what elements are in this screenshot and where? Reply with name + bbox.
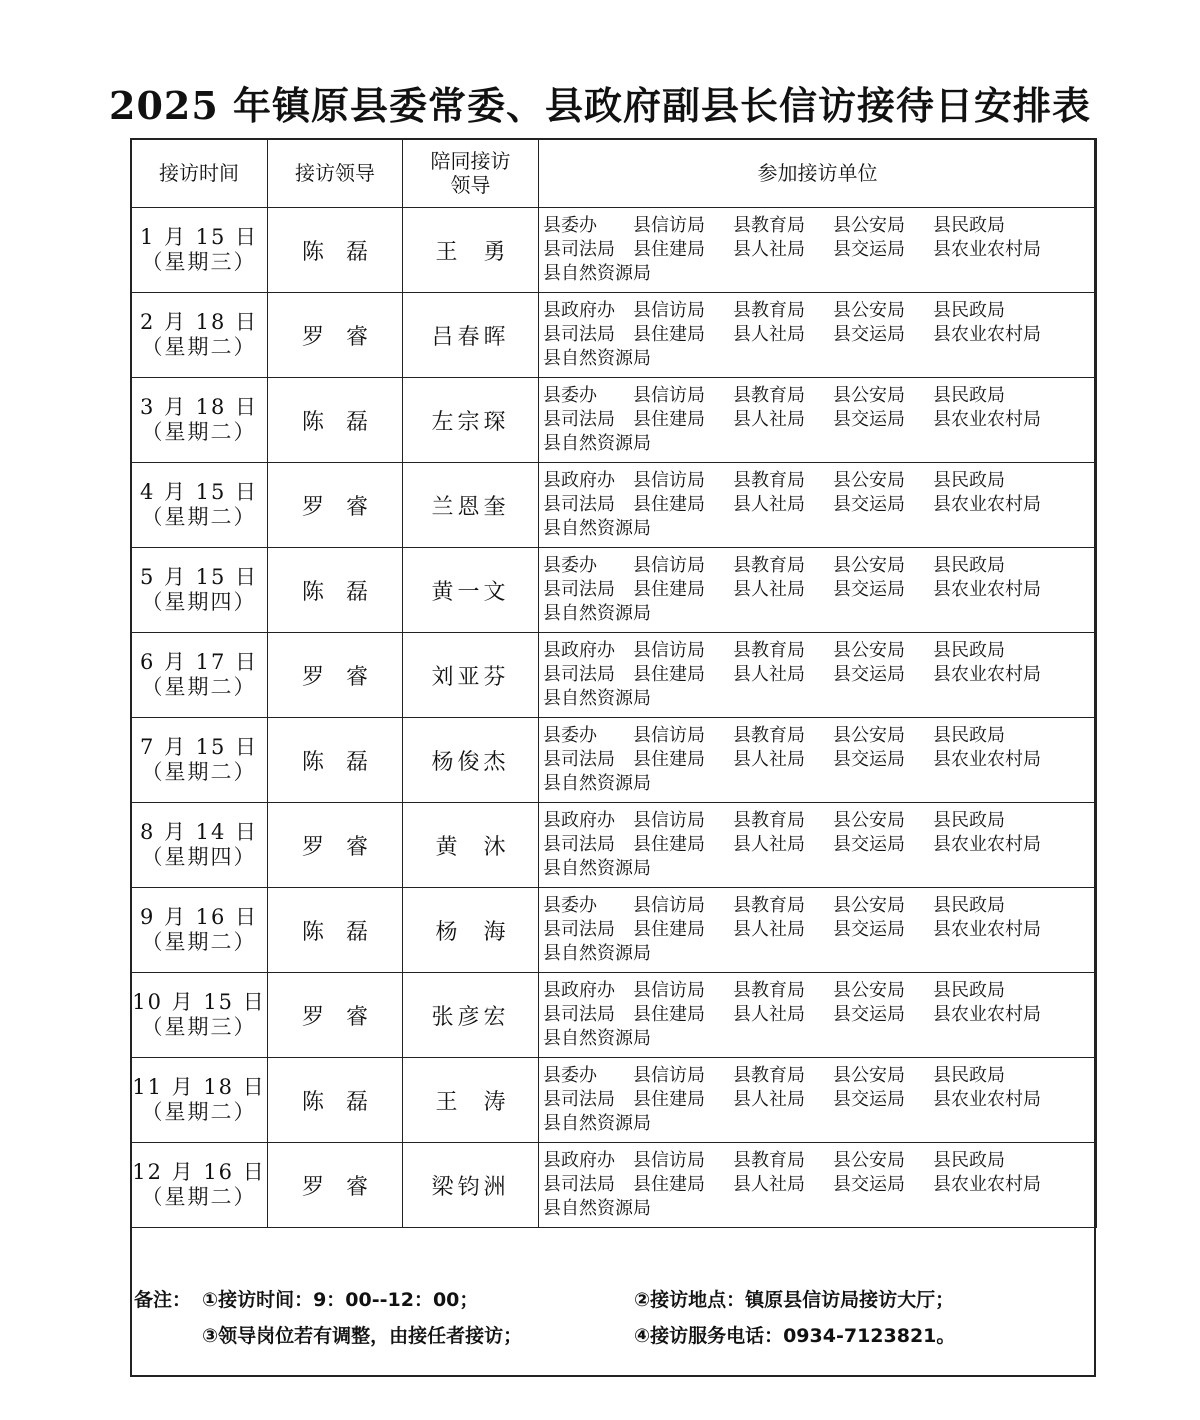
accompany-cell: 王勇 [403,208,539,293]
unit-name: 县司法局 [543,494,615,515]
unit-name: 县民政局 [933,980,1005,1001]
unit-name: 县信访局 [633,555,705,576]
unit-name: 县住建局 [633,494,705,515]
accompany-cell: 兰恩奎 [403,463,539,548]
units-line-3: 县自然资源局 [543,603,651,624]
weekday-text: （星期二） [141,930,257,954]
table-row [131,888,1097,973]
header-accompany [403,139,539,208]
unit-name: 县人社局 [733,1004,805,1025]
unit-name: 县司法局 [543,749,615,770]
leader-cell: 罗睿 [268,463,403,548]
unit-name: 县政府办 [543,470,615,491]
units-line-3: 县自然资源局 [543,348,651,369]
date-cell [131,378,268,463]
unit-name: 县民政局 [933,810,1005,831]
table-row [131,973,1097,1058]
unit-name: 县人社局 [733,324,805,345]
units-line-2 [543,918,1096,942]
accompany-cell: 黄一文 [403,548,539,633]
unit-name: 县农业农村局 [933,664,1041,685]
unit-name: 县交运局 [833,1174,905,1195]
weekday-text: （星期二） [141,1185,257,1209]
unit-name: 县农业农村局 [933,749,1041,770]
units-line-3: 县自然资源局 [543,1028,651,1049]
unit-name: 县住建局 [633,664,705,685]
units-cell [539,633,1097,718]
date-cell [131,888,268,973]
unit-name: 县教育局 [733,895,805,916]
units-cell [539,1058,1097,1143]
units-line-3: 县自然资源局 [543,1198,651,1219]
units-line-1 [543,809,1096,833]
unit-name: 县教育局 [733,300,805,321]
units-line-1 [543,1064,1096,1088]
unit-name: 县信访局 [633,725,705,746]
unit-name: 县住建局 [633,579,705,600]
units-line-2 [543,663,1096,687]
note-item-1: ①接访时间：9：00--12：00； [202,1289,479,1311]
unit-name: 县信访局 [633,1065,705,1086]
unit-name: 县民政局 [933,385,1005,406]
unit-name: 县农业农村局 [933,919,1041,940]
leader-cell: 陈磊 [268,548,403,633]
unit-name: 县委办 [543,555,597,576]
note-item-2: ②接访地点：镇原县信访局接访大厅； [634,1289,955,1311]
unit-name: 县人社局 [733,664,805,685]
unit-name: 县公安局 [833,215,905,236]
unit-name: 县交运局 [833,834,905,855]
unit-name: 县委办 [543,1065,597,1086]
date-text: 1 月 15 日 [139,225,259,249]
units-line-3: 县自然资源局 [543,263,651,284]
unit-name: 县人社局 [733,1174,805,1195]
unit-name: 县公安局 [833,385,905,406]
weekday-text: （星期二） [141,1100,257,1124]
unit-name: 县委办 [543,725,597,746]
unit-name: 县司法局 [543,409,615,430]
date-text: 8 月 14 日 [139,820,259,844]
table-row [131,633,1097,718]
units-cell [539,293,1097,378]
date-cell [131,973,268,1058]
unit-name: 县人社局 [733,834,805,855]
unit-name: 县教育局 [733,1150,805,1171]
unit-name: 县人社局 [733,494,805,515]
units-line-1 [543,894,1096,918]
units-line-3: 县自然资源局 [543,518,651,539]
date-text: 7 月 15 日 [139,735,259,759]
accompany-cell: 杨俊杰 [403,718,539,803]
date-text: 3 月 18 日 [139,395,259,419]
unit-name: 县政府办 [543,1150,615,1171]
unit-name: 县信访局 [633,385,705,406]
units-line-3: 县自然资源局 [543,858,651,879]
unit-name: 县住建局 [633,834,705,855]
date-cell [131,463,268,548]
note-item-4: ④接访服务电话：0934-7123821。 [634,1325,956,1347]
unit-name: 县司法局 [543,664,615,685]
weekday-text: （星期四） [141,845,257,869]
table-row [131,718,1097,803]
unit-name: 县农业农村局 [933,409,1041,430]
unit-name: 县公安局 [833,895,905,916]
accompany-cell: 王涛 [403,1058,539,1143]
weekday-text: （星期二） [141,420,257,444]
leader-cell: 罗睿 [268,803,403,888]
unit-name: 县信访局 [633,470,705,491]
date-text: 2 月 18 日 [139,310,259,334]
weekday-text: （星期二） [141,760,257,784]
units-line-3: 县自然资源局 [543,688,651,709]
leader-cell: 罗睿 [268,633,403,718]
units-line-1 [543,724,1096,748]
unit-name: 县交运局 [833,409,905,430]
units-cell [539,1143,1097,1228]
table-row [131,463,1097,548]
header-leader: 接访领导 [268,139,403,208]
unit-name: 县公安局 [833,1150,905,1171]
unit-name: 县政府办 [543,980,615,1001]
units-cell [539,208,1097,293]
unit-name: 县交运局 [833,1089,905,1110]
date-text: 11 月 18 日 [132,1075,266,1099]
header-units: 参加接访单位 [539,139,1097,208]
unit-name: 县住建局 [633,749,705,770]
unit-name: 县住建局 [633,409,705,430]
unit-name: 县信访局 [633,980,705,1001]
leader-cell: 罗睿 [268,293,403,378]
unit-name: 县人社局 [733,409,805,430]
unit-name: 县人社局 [733,1089,805,1110]
accompany-cell: 刘亚芬 [403,633,539,718]
unit-name: 县教育局 [733,1065,805,1086]
leader-cell: 陈磊 [268,208,403,293]
units-line-1 [543,384,1096,408]
table-row [131,548,1097,633]
table-row [131,293,1097,378]
page-title: 2025 年镇原县委常委、县政府副县长信访接待日安排表 [109,83,1091,128]
units-line-3: 县自然资源局 [543,773,651,794]
accompany-cell: 左宗琛 [403,378,539,463]
unit-name: 县农业农村局 [933,579,1041,600]
table-row [131,208,1097,293]
units-cell [539,378,1097,463]
units-line-1 [543,469,1096,493]
unit-name: 县民政局 [933,470,1005,491]
unit-name: 县交运局 [833,579,905,600]
weekday-text: （星期二） [141,335,257,359]
unit-name: 县司法局 [543,1004,615,1025]
unit-name: 县公安局 [833,300,905,321]
notes-label: 备注： [134,1289,192,1311]
unit-name: 县司法局 [543,1089,615,1110]
weekday-text: （星期二） [141,675,257,699]
units-line-3: 县自然资源局 [543,433,651,454]
unit-name: 县农业农村局 [933,1004,1041,1025]
date-cell [131,633,268,718]
units-line-2 [543,408,1096,432]
unit-name: 县农业农村局 [933,834,1041,855]
date-cell [131,718,268,803]
unit-name: 县交运局 [833,239,905,260]
leader-cell: 陈磊 [268,1058,403,1143]
unit-name: 县民政局 [933,555,1005,576]
unit-name: 县司法局 [543,324,615,345]
table-row [131,1058,1097,1143]
units-cell [539,888,1097,973]
date-text: 12 月 16 日 [132,1160,266,1184]
header-accompany-line1: 陪同接访 [430,149,511,173]
weekday-text: （星期三） [141,1015,257,1039]
unit-name: 县住建局 [633,324,705,345]
header-row [131,139,1097,208]
units-line-2 [543,833,1096,857]
note-item-3: ③领导岗位若有调整，由接任者接访； [202,1325,523,1347]
unit-name: 县农业农村局 [933,239,1041,260]
notes-row-1 [134,1282,1094,1318]
units-line-2 [543,1173,1096,1197]
unit-name: 县信访局 [633,895,705,916]
table-row [131,803,1097,888]
notes-row-2 [134,1318,1094,1354]
units-line-1 [543,554,1096,578]
unit-name: 县住建局 [633,239,705,260]
date-cell [131,1058,268,1143]
units-line-2 [543,323,1096,347]
units-cell [539,803,1097,888]
accompany-cell: 杨海 [403,888,539,973]
unit-name: 县信访局 [633,640,705,661]
accompany-cell: 吕春晖 [403,293,539,378]
unit-name: 县司法局 [543,919,615,940]
units-cell [539,548,1097,633]
units-line-2 [543,748,1096,772]
unit-name: 县教育局 [733,810,805,831]
unit-name: 县民政局 [933,1065,1005,1086]
unit-name: 县民政局 [933,895,1005,916]
unit-name: 县信访局 [633,1150,705,1171]
schedule-table [130,138,1097,1228]
unit-name: 县委办 [543,215,597,236]
unit-name: 县教育局 [733,470,805,491]
unit-name: 县民政局 [933,640,1005,661]
unit-name: 县政府办 [543,300,615,321]
unit-name: 县公安局 [833,980,905,1001]
units-line-2 [543,1003,1096,1027]
notes-spacer-row [131,1228,1097,1229]
header-accompany-line2: 领导 [450,173,491,197]
unit-name: 县政府办 [543,810,615,831]
units-line-1 [543,1149,1096,1173]
unit-name: 县公安局 [833,1065,905,1086]
unit-name: 县交运局 [833,664,905,685]
unit-name: 县人社局 [733,579,805,600]
unit-name: 县住建局 [633,919,705,940]
date-cell [131,293,268,378]
weekday-text: （星期三） [141,250,257,274]
unit-name: 县教育局 [733,980,805,1001]
date-text: 4 月 15 日 [139,480,259,504]
unit-name: 县教育局 [733,640,805,661]
unit-name: 县公安局 [833,640,905,661]
units-cell [539,463,1097,548]
accompany-cell: 梁钧洲 [403,1143,539,1228]
unit-name: 县交运局 [833,749,905,770]
units-line-2 [543,578,1096,602]
date-text: 9 月 16 日 [139,905,259,929]
unit-name: 县民政局 [933,1150,1005,1171]
unit-name: 县委办 [543,385,597,406]
unit-name: 县司法局 [543,579,615,600]
unit-name: 县信访局 [633,810,705,831]
unit-name: 县教育局 [733,385,805,406]
unit-name: 县人社局 [733,749,805,770]
unit-name: 县农业农村局 [933,1174,1041,1195]
unit-name: 县教育局 [733,215,805,236]
unit-name: 县民政局 [933,725,1005,746]
date-cell [131,548,268,633]
leader-cell: 罗睿 [268,973,403,1058]
unit-name: 县委办 [543,895,597,916]
date-text: 10 月 15 日 [132,990,266,1014]
units-line-1 [543,979,1096,1003]
unit-name: 县信访局 [633,215,705,236]
date-cell [131,803,268,888]
weekday-text: （星期四） [141,590,257,614]
unit-name: 县司法局 [543,1174,615,1195]
unit-name: 县交运局 [833,1004,905,1025]
leader-cell: 陈磊 [268,888,403,973]
unit-name: 县公安局 [833,810,905,831]
date-cell [131,1143,268,1228]
date-cell [131,208,268,293]
unit-name: 县公安局 [833,470,905,491]
unit-name: 县司法局 [543,239,615,260]
units-line-1 [543,639,1096,663]
unit-name: 县农业农村局 [933,494,1041,515]
date-text: 6 月 17 日 [139,650,259,674]
unit-name: 县教育局 [733,725,805,746]
units-cell [539,718,1097,803]
units-line-1 [543,299,1096,323]
notes-spacer [131,1228,1097,1229]
table-row [131,378,1097,463]
unit-name: 县交运局 [833,919,905,940]
unit-name: 县信访局 [633,300,705,321]
date-text: 5 月 15 日 [139,565,259,589]
units-line-1 [543,214,1096,238]
weekday-text: （星期二） [141,505,257,529]
unit-name: 县农业农村局 [933,324,1041,345]
leader-cell: 陈磊 [268,718,403,803]
leader-cell: 罗睿 [268,1143,403,1228]
unit-name: 县人社局 [733,239,805,260]
unit-name: 县公安局 [833,555,905,576]
units-line-3: 县自然资源局 [543,943,651,964]
unit-name: 县民政局 [933,300,1005,321]
notes [134,1282,1094,1354]
unit-name: 县住建局 [633,1174,705,1195]
unit-name: 县人社局 [733,919,805,940]
header-time: 接访时间 [131,139,268,208]
unit-name: 县司法局 [543,834,615,855]
units-line-2 [543,238,1096,262]
unit-name: 县交运局 [833,494,905,515]
unit-name: 县政府办 [543,640,615,661]
unit-name: 县住建局 [633,1004,705,1025]
unit-name: 县交运局 [833,324,905,345]
table-row [131,1143,1097,1228]
unit-name: 县民政局 [933,215,1005,236]
accompany-cell: 张彦宏 [403,973,539,1058]
units-line-2 [543,493,1096,517]
unit-name: 县教育局 [733,555,805,576]
units-line-3: 县自然资源局 [543,1113,651,1134]
accompany-cell: 黄沐 [403,803,539,888]
unit-name: 县住建局 [633,1089,705,1110]
unit-name: 县公安局 [833,725,905,746]
unit-name: 县农业农村局 [933,1089,1041,1110]
leader-cell: 陈磊 [268,378,403,463]
units-cell [539,973,1097,1058]
units-line-2 [543,1088,1096,1112]
